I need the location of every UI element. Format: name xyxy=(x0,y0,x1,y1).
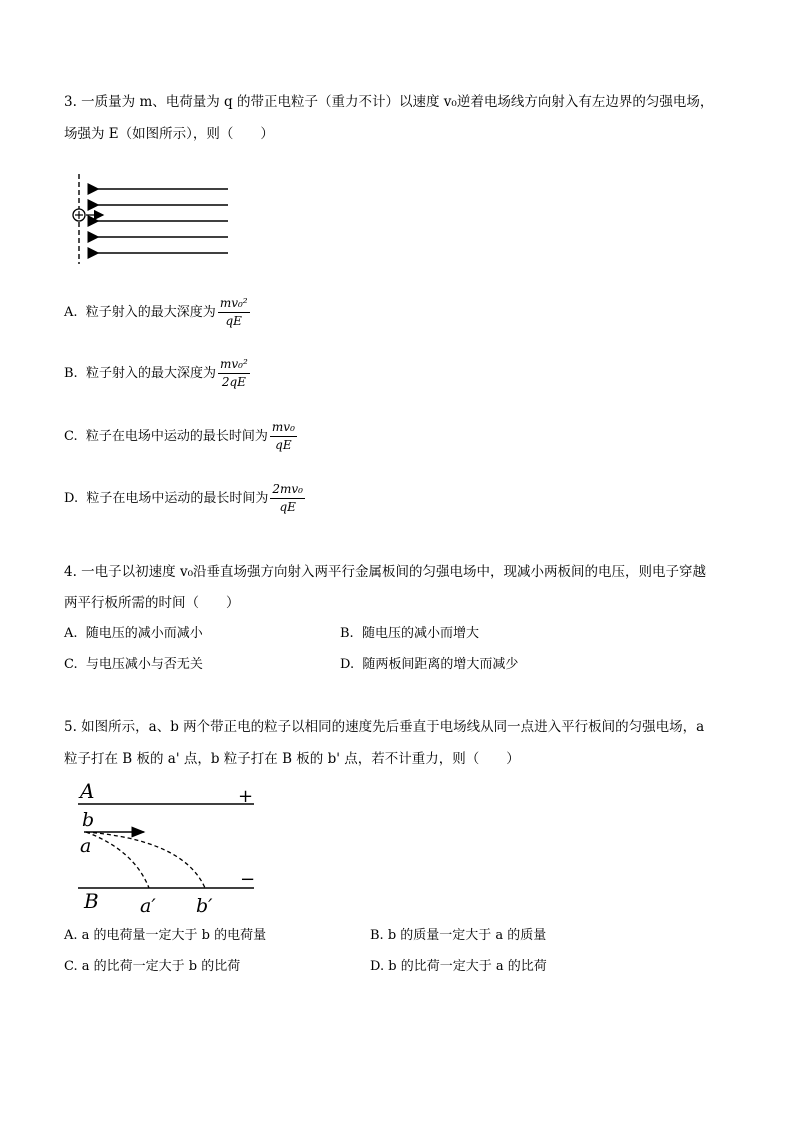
plate-b-label: B xyxy=(84,889,99,913)
trajectory-a xyxy=(86,832,149,888)
fraction: $\frac{\text{mv₀}}{qE}$ xyxy=(271,420,295,452)
q3-option-d[interactable]: D. 粒子在电场中运动的最长时间为 $\frac{\text{2mv₀}}{qE}$ xyxy=(64,482,303,514)
q5-option-a[interactable]: A. a 的电荷量一定大于 b 的电荷量 xyxy=(64,928,267,943)
q3-option-a[interactable]: A. 粒子射入的最大深度为 $\frac{\text{mv₀²}}{qE}$ xyxy=(64,296,248,328)
minus-sign: − xyxy=(240,869,256,890)
q5-option-c[interactable]: C. a 的比荷一定大于 b 的比荷 xyxy=(64,959,241,974)
q5-option-d[interactable]: D. b 的比荷一定大于 a 的比荷 xyxy=(370,959,547,974)
q4-option-c[interactable]: C. 与电压减小与否无关 xyxy=(64,657,203,672)
q4-option-a[interactable]: A. 随电压的减小而减小 xyxy=(64,626,203,641)
q5-plates-diagram xyxy=(74,778,264,916)
fraction: $\frac{\text{2mv₀}}{qE}$ xyxy=(272,482,303,514)
q3-option-b[interactable]: B. 粒子射入的最大深度为 $\frac{\text{mv₀²}}{2qE}$ xyxy=(64,357,248,389)
label-b: b xyxy=(82,809,95,831)
q3-stem-line2: 场强为 E（如图所示），则（ ） xyxy=(64,126,274,142)
q5-stem-line2: 粒子打在 B 板的 a' 点，b 粒子打在 B 板的 b' 点，若不计重力，则（ ） xyxy=(64,751,520,767)
q4-stem-line1: 4. 一电子以初速度 v₀沿垂直场强方向射入两平行金属板间的匀强电场中，现减小两板间的电压，则电子穿越 xyxy=(64,564,707,580)
q5-option-b[interactable]: B. b 的质量一定大于 a 的质量 xyxy=(370,928,547,943)
plus-sign: + xyxy=(238,786,254,807)
label-a: a xyxy=(80,835,92,857)
label-a-prime: a′ xyxy=(140,895,156,916)
label-b-prime: b′ xyxy=(196,895,213,916)
q3-stem-line1: 3. 一质量为 m、电荷量为 q 的带正电粒子（重力不计）以速度 v₀逆着电场线方向射入有左边界的匀强电场， xyxy=(64,94,714,110)
fraction: $\frac{\text{mv₀²}}{qE}$ xyxy=(219,296,248,328)
q5-stem-line1: 5. 如图所示，a、b 两个带正电的粒子以相同的速度先后垂直于电场线从同一点进入平行板间的匀强电场，a xyxy=(64,719,705,735)
q3-option-c[interactable]: C. 粒子在电场中运动的最长时间为 $\frac{\text{mv₀}}{qE}$ xyxy=(64,420,295,452)
q4-stem-line2: 两平行板所需的时间（ ） xyxy=(64,595,240,611)
fraction: $\frac{\text{mv₀²}}{2qE}$ xyxy=(219,357,248,389)
plate-a-label: A xyxy=(80,779,95,803)
q4-option-d[interactable]: D. 随两板间距离的增大而减少 xyxy=(340,657,519,672)
q3-field-diagram xyxy=(70,172,235,267)
q4-option-b[interactable]: B. 随电压的减小而增大 xyxy=(340,626,479,641)
